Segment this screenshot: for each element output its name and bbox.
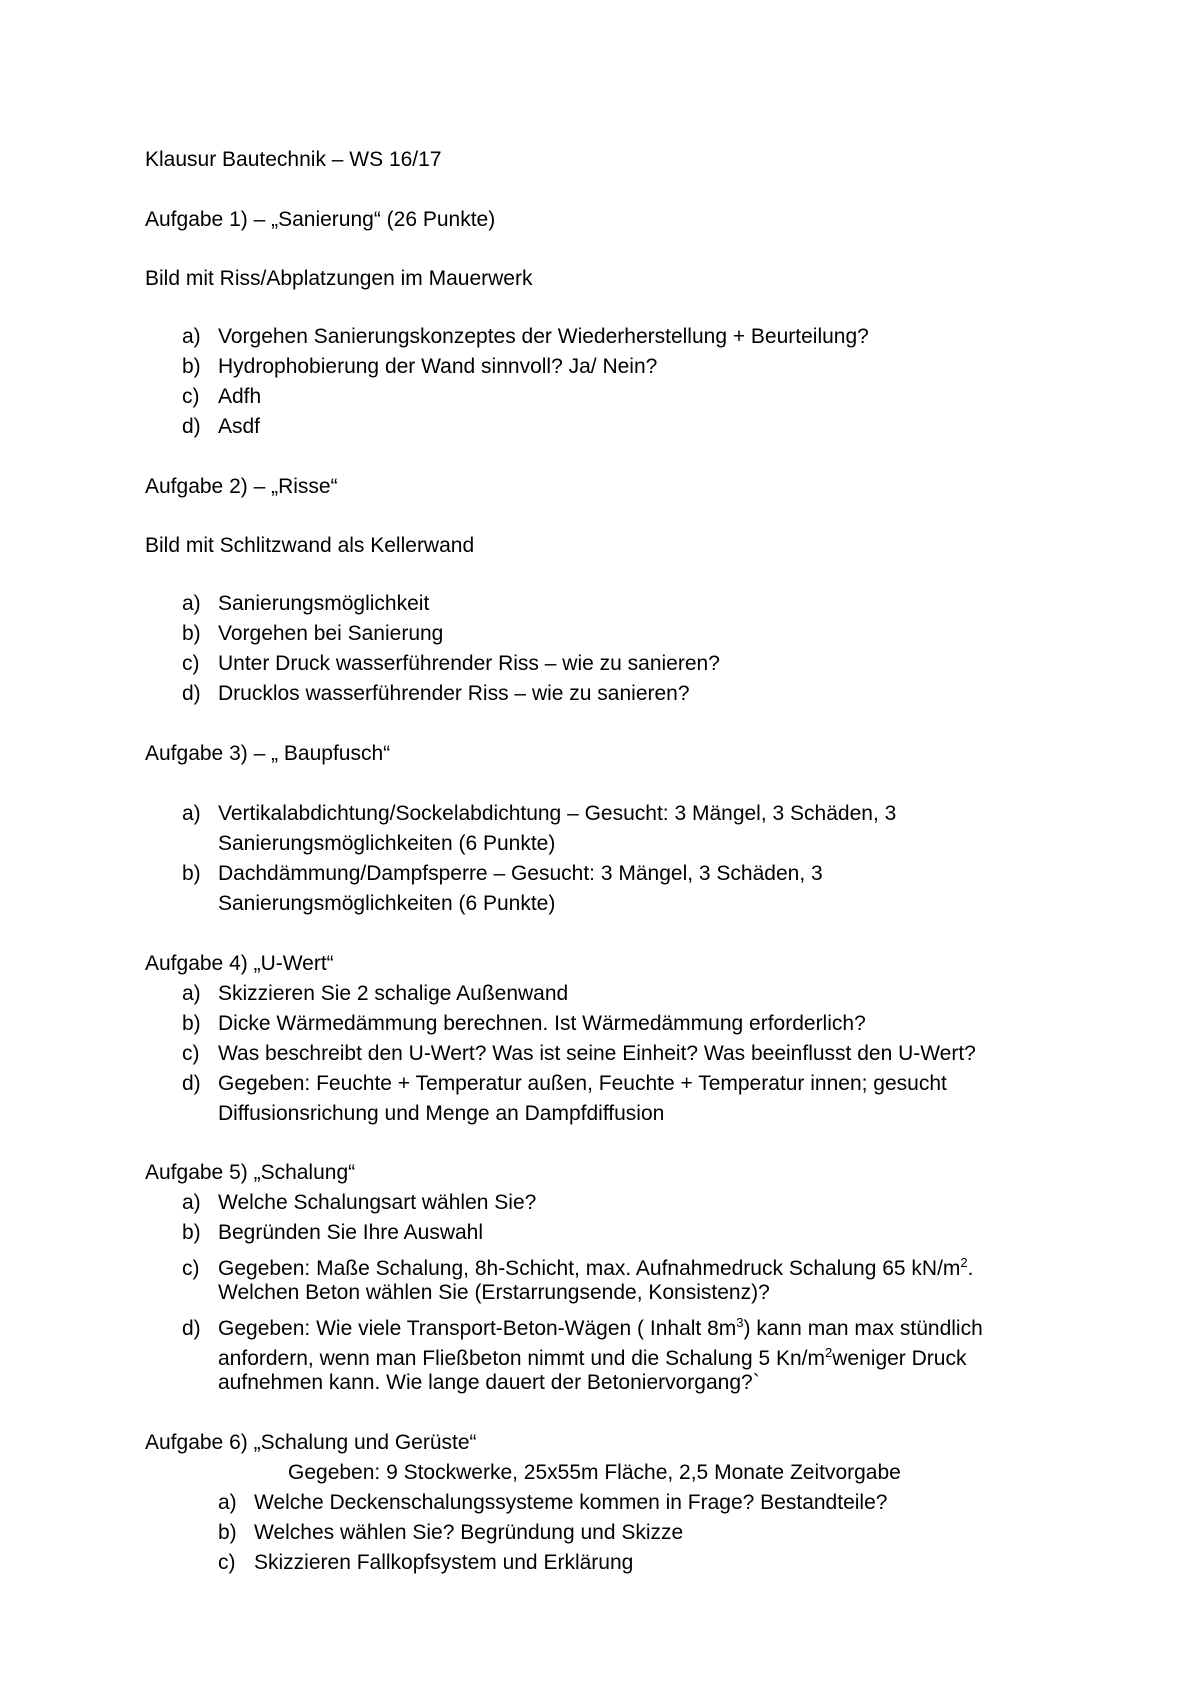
task-5-item-b <box>182 1220 483 1246</box>
task-1-item-a <box>182 324 869 350</box>
item-text-post: ) kann man max stündlich <box>743 1317 983 1340</box>
task-5-heading: Aufgabe 5) „Schalung“ <box>145 1161 356 1184</box>
superscript: 2 <box>825 1345 833 1360</box>
item-text: Sanierungsmöglichkeit <box>218 592 430 615</box>
task-1-intro: Bild mit Riss/Abplatzungen im Mauerwerk <box>145 267 533 290</box>
task-4-item-b <box>182 1011 866 1037</box>
item-text: Was beschreibt den U-Wert? Was ist seine Einheit? Was beeinflusst den U-Wert? <box>218 1042 976 1065</box>
item-text: Asdf <box>218 415 261 438</box>
task-5-item-d-continuation-2: aufnehmen kann. Wie lange dauert der Betoniervorgang?` <box>218 1371 760 1394</box>
task-1-item-c <box>182 384 261 410</box>
task-3-heading: Aufgabe 3) – „ Baupfusch“ <box>145 742 391 765</box>
item-label: d) <box>182 1072 201 1095</box>
item-text: Vorgehen bei Sanierung <box>218 622 444 645</box>
item-text: Welche Deckenschalungssysteme kommen in Frage? Bestandteile? <box>254 1491 888 1514</box>
item-label: c) <box>182 1257 200 1280</box>
item-label: a) <box>182 802 201 825</box>
item-text: Drucklos wasserführender Riss – wie zu sanieren? <box>218 682 690 705</box>
item-text-post: . <box>967 1257 974 1280</box>
task-6-heading: Aufgabe 6) „Schalung und Gerüste“ <box>145 1431 477 1454</box>
item-text: Dachdämmung/Dampfsperre – Gesucht: 3 Mängel, 3 Schäden, 3 <box>218 862 823 885</box>
task-5-item-a <box>182 1190 536 1216</box>
task-6-item-a <box>218 1490 887 1516</box>
task-6-item-b <box>218 1520 683 1546</box>
item-text: Gegeben: Feuchte + Temperatur außen, Feuchte + Temperatur innen; gesucht <box>218 1072 947 1095</box>
task-4-item-d <box>182 1071 947 1097</box>
item-text-pre: Gegeben: Maße Schalung, 8h-Schicht, max. Aufnahmedruck Schalung 65 kN/m <box>218 1257 961 1280</box>
item-label: c) <box>182 385 200 408</box>
task-5-item-c-continuation: Welchen Beton wählen Sie (Erstarrungsende, Konsistenz)? <box>218 1281 770 1304</box>
item-text: Dicke Wärmedämmung berechnen. Ist Wärmedämmung erforderlich? <box>218 1012 866 1035</box>
task-3-item-b <box>182 861 823 887</box>
task-6-item-c <box>218 1550 633 1576</box>
item-text-pre: Gegeben: Wie viele Transport-Beton-Wägen ( Inhalt 8m <box>218 1317 737 1340</box>
superscript: 2 <box>960 1255 968 1270</box>
item-text: Vorgehen Sanierungskonzeptes der Wiederherstellung + Beurteilung? <box>218 325 869 348</box>
item-text: Skizzieren Sie 2 schalige Außenwand <box>218 982 569 1005</box>
task-2-item-a <box>182 591 429 617</box>
item-label: a) <box>182 982 201 1005</box>
task-5-item-d-continuation-1 <box>218 1340 966 1372</box>
item-text: Vertikalabdichtung/Sockelabdichtung – Gesucht: 3 Mängel, 3 Schäden, 3 <box>218 802 897 825</box>
item-label: c) <box>218 1551 236 1574</box>
task-2-item-b <box>182 621 443 647</box>
task-3-item-a <box>182 801 896 827</box>
task-4-heading: Aufgabe 4) „U-Wert“ <box>145 952 334 975</box>
item-label: b) <box>182 1012 201 1035</box>
task-3-item-a-continuation: Sanierungsmöglichkeiten (6 Punkte) <box>218 832 556 855</box>
task-3-item-b-continuation: Sanierungsmöglichkeiten (6 Punkte) <box>218 892 556 915</box>
item-label: a) <box>182 592 201 615</box>
task-1-item-b <box>182 354 657 380</box>
task-1-heading: Aufgabe 1) – „Sanierung“ (26 Punkte) <box>145 208 496 231</box>
item-text: Welches wählen Sie? Begründung und Skizze <box>254 1521 684 1544</box>
item-label: b) <box>182 862 201 885</box>
item-text: Hydrophobierung der Wand sinnvoll? Ja/ Nein? <box>218 355 658 378</box>
task-2-item-c <box>182 651 720 677</box>
item-label: b) <box>182 355 201 378</box>
task-4-item-d-continuation: Diffusionsrichung und Menge an Dampfdiffusion <box>218 1102 665 1125</box>
item-label: d) <box>182 415 201 438</box>
item-text: Welche Schalungsart wählen Sie? <box>218 1191 537 1214</box>
cont-text-post: weniger Druck <box>832 1347 967 1370</box>
item-label: a) <box>182 325 201 348</box>
item-label: a) <box>182 1191 201 1214</box>
item-label: b) <box>182 622 201 645</box>
item-label: c) <box>182 1042 200 1065</box>
item-label: a) <box>218 1491 237 1514</box>
item-text: Adfh <box>218 385 262 408</box>
task-5-item-c <box>182 1250 973 1282</box>
task-2-heading: Aufgabe 2) – „Risse“ <box>145 475 338 498</box>
item-label: b) <box>218 1521 237 1544</box>
task-6-given: Gegeben: 9 Stockwerke, 25x55m Fläche, 2,5 Monate Zeitvorgabe <box>288 1461 901 1484</box>
document-title: Klausur Bautechnik – WS 16/17 <box>145 148 442 171</box>
task-5-item-d <box>182 1310 983 1342</box>
item-text: Begründen Sie Ihre Auswahl <box>218 1221 484 1244</box>
task-1-item-d <box>182 414 260 440</box>
item-label: d) <box>182 682 201 705</box>
task-4-item-a <box>182 981 568 1007</box>
item-label: d) <box>182 1317 201 1340</box>
task-2-intro: Bild mit Schlitzwand als Kellerwand <box>145 534 475 557</box>
superscript: 3 <box>736 1315 744 1330</box>
cont-text-pre: anfordern, wenn man Fließbeton nimmt und die Schalung 5 Kn/m <box>218 1347 826 1370</box>
task-2-item-d <box>182 681 690 707</box>
item-label: b) <box>182 1221 201 1244</box>
item-text: Unter Druck wasserführender Riss – wie zu sanieren? <box>218 652 720 675</box>
task-4-item-c <box>182 1041 976 1067</box>
item-label: c) <box>182 652 200 675</box>
item-text: Skizzieren Fallkopfsystem und Erklärung <box>254 1551 634 1574</box>
